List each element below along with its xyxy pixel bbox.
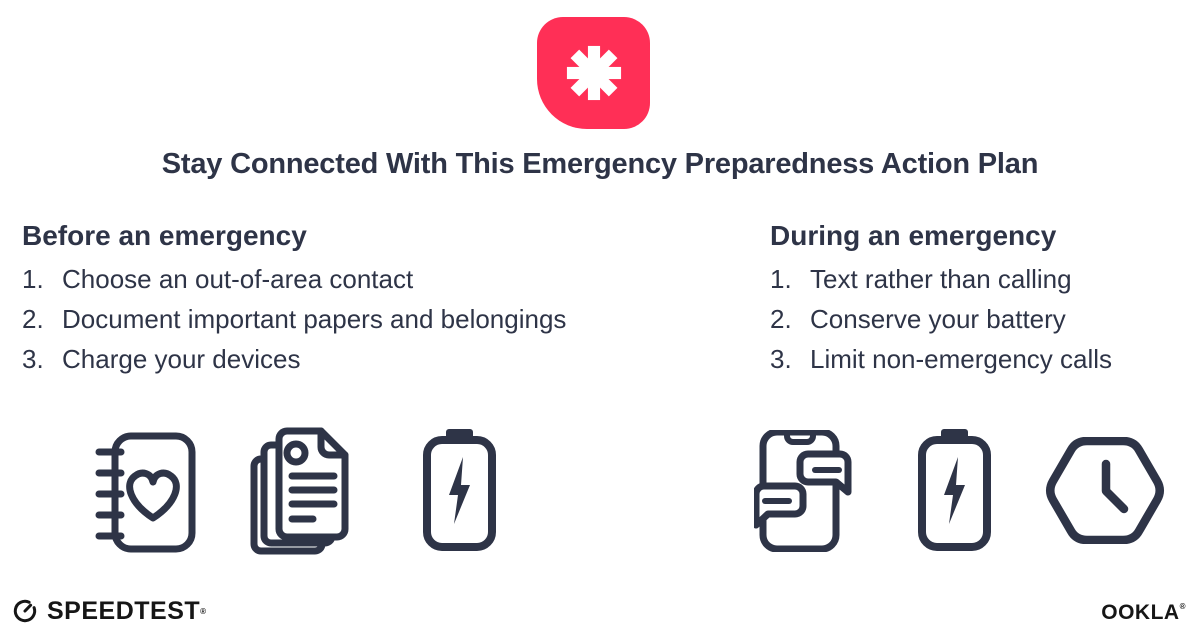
item-text: Limit non-emergency calls [810, 344, 1113, 374]
item-number: 3. [22, 344, 44, 374]
speedtest-gauge-icon [12, 598, 38, 624]
speedtest-trademark: ® [200, 607, 207, 616]
during-heading: During an emergency [770, 220, 1057, 251]
list-item [22, 339, 722, 379]
item-number: 3. [770, 344, 792, 374]
document-stack-icon [249, 426, 353, 557]
contact-notebook-icon [95, 432, 196, 553]
battery-charging-icon [423, 429, 496, 551]
list-item [22, 259, 722, 299]
list-item [770, 339, 1190, 379]
before-list [22, 259, 722, 379]
item-text: Conserve your battery [810, 304, 1066, 334]
phone-messages-icon [754, 430, 854, 552]
battery-charging-icon [918, 429, 991, 551]
speedtest-wordmark: SPEEDTEST® [47, 597, 207, 625]
during-list [770, 259, 1190, 379]
during-section [770, 219, 1190, 379]
emergency-badge [537, 17, 650, 129]
item-text: Choose an out-of-area contact [62, 264, 414, 294]
before-heading: Before an emergency [22, 220, 307, 251]
ookla-trademark: ® [1179, 602, 1186, 611]
list-item [770, 299, 1190, 339]
item-text: Text rather than calling [810, 264, 1072, 294]
item-number: 1. [22, 264, 44, 294]
item-number: 1. [770, 264, 792, 294]
item-text: Document important papers and belongings [62, 304, 567, 334]
medical-asterisk-icon [566, 45, 622, 101]
list-item [22, 299, 722, 339]
before-section [22, 219, 722, 379]
page-title: Stay Connected With This Emergency Preparedness Action Plan [161, 148, 1039, 180]
ookla-wordmark: OOKLA [1101, 601, 1180, 624]
list-item [770, 259, 1190, 299]
ookla-logo [1101, 601, 1186, 625]
clock-hexagon-icon [1043, 437, 1167, 544]
speedtest-logo [12, 598, 207, 624]
item-text: Charge your devices [62, 344, 301, 374]
item-number: 2. [22, 304, 44, 334]
item-number: 2. [770, 304, 792, 334]
